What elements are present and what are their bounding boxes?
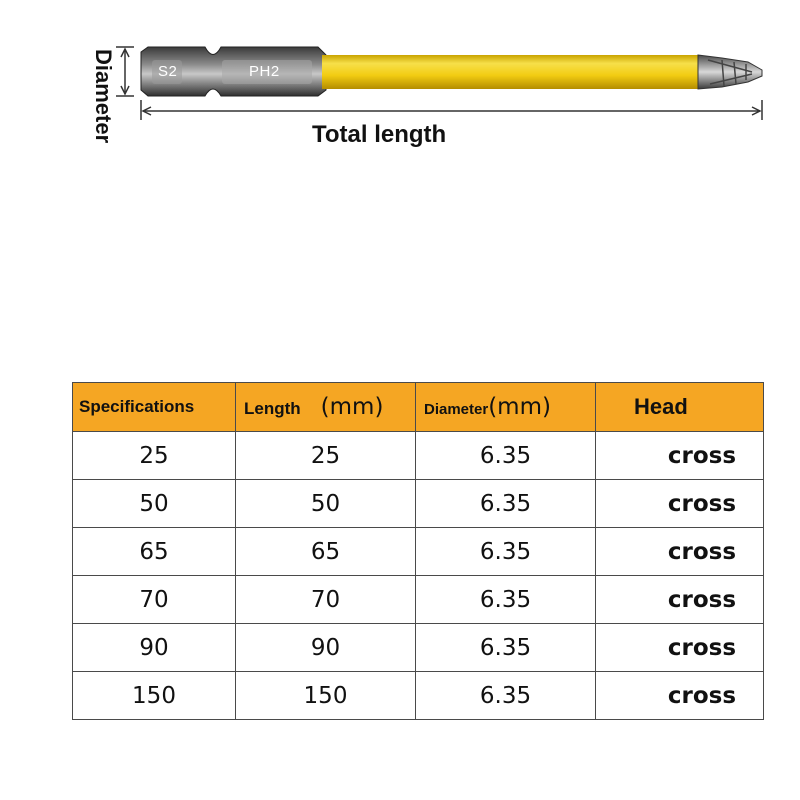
cell-length: 150 xyxy=(236,672,416,720)
table-row xyxy=(73,480,764,528)
cell-head: cross xyxy=(596,576,764,624)
cell-length: 50 xyxy=(236,480,416,528)
cell-head: cross xyxy=(596,480,764,528)
header-length-label: Length xyxy=(244,399,301,418)
cell-head: cross xyxy=(596,672,764,720)
diameter-label: Diameter xyxy=(91,49,116,144)
table-row xyxy=(73,432,764,480)
bit-diagram xyxy=(0,0,800,200)
cell-diameter: 6.35 xyxy=(416,528,596,576)
cell-length: 65 xyxy=(236,528,416,576)
header-diameter-unit: (mm) xyxy=(488,394,551,420)
header-head: Head xyxy=(596,383,764,432)
bit-marking-s2: S2 xyxy=(158,63,178,80)
cell-spec: 25 xyxy=(73,432,236,480)
table-row xyxy=(73,528,764,576)
cell-spec: 90 xyxy=(73,624,236,672)
header-diameter xyxy=(416,383,596,432)
cell-head: cross xyxy=(596,432,764,480)
cell-diameter: 6.35 xyxy=(416,576,596,624)
screwdriver-bit-icon xyxy=(0,0,800,200)
cell-length: 90 xyxy=(236,624,416,672)
table-row xyxy=(73,624,764,672)
cell-diameter: 6.35 xyxy=(416,432,596,480)
spec-table xyxy=(72,382,764,720)
header-specifications: Specifications xyxy=(73,383,236,432)
cell-diameter: 6.35 xyxy=(416,480,596,528)
table-header-row xyxy=(73,383,764,432)
bit-marking-ph2: PH2 xyxy=(249,63,280,80)
cell-length: 25 xyxy=(236,432,416,480)
cell-head: cross xyxy=(596,624,764,672)
cell-diameter: 6.35 xyxy=(416,672,596,720)
cell-spec: 65 xyxy=(73,528,236,576)
cell-spec: 150 xyxy=(73,672,236,720)
cell-head: cross xyxy=(596,528,764,576)
table-row xyxy=(73,672,764,720)
cell-spec: 50 xyxy=(73,480,236,528)
table-row xyxy=(73,576,764,624)
cell-diameter: 6.35 xyxy=(416,624,596,672)
cell-length: 70 xyxy=(236,576,416,624)
header-diameter-label: Diameter xyxy=(424,401,489,418)
total-length-label: Total length xyxy=(312,121,447,148)
header-length xyxy=(236,383,416,432)
header-length-unit: (mm) xyxy=(320,394,384,420)
cell-spec: 70 xyxy=(73,576,236,624)
